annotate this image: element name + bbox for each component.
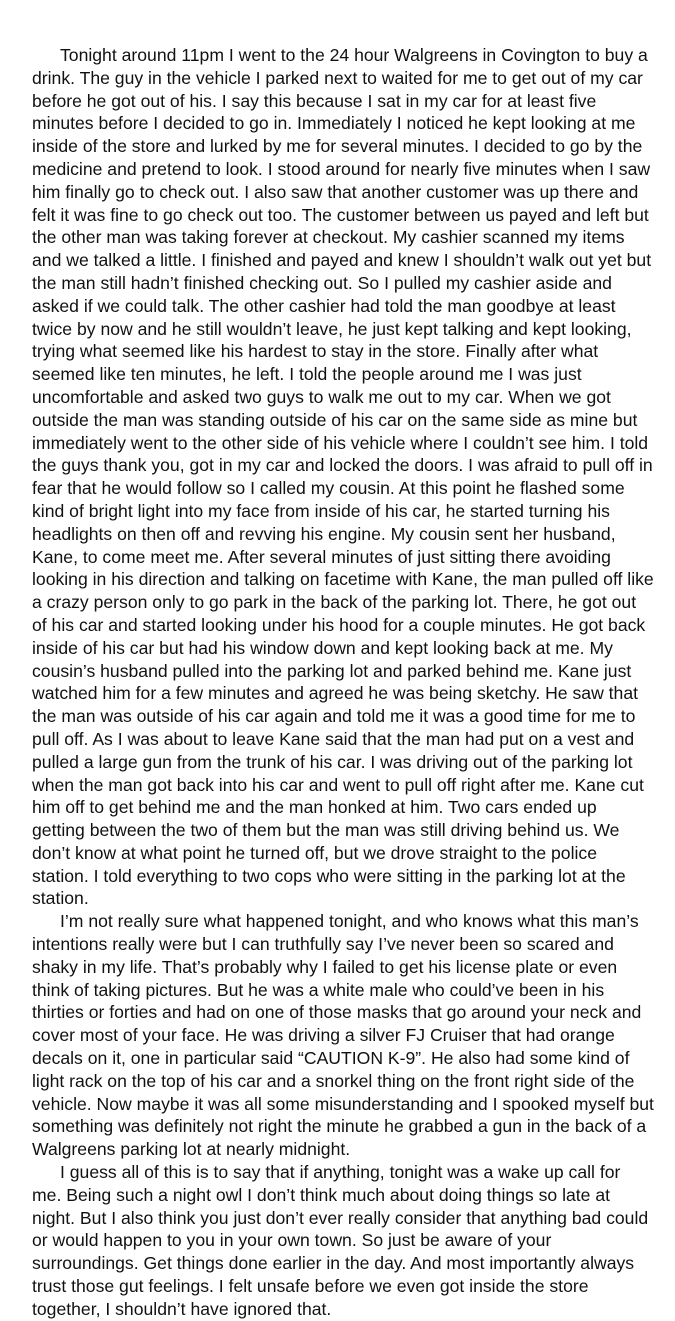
document-text [32, 44, 654, 1321]
paragraph-2: I’m not really sure what happened tonight, and who knows what this man’s intentions really were but I can truthfully say I’ve never been so scared and shaky in my life. That’s probably why I failed to get his license plate or even think of taking pictures. But he was a white male who could’ve been in his thirties or forties and had on one of those masks that go around your neck and cover most of your face. He was driving a silver FJ Cruiser that had orange decals on it, one in particular said “CAUTION K-9”. He also had some kind of light rack on the top of his car and a snorkel thing on the front right side of the vehicle. Now maybe it was all some misunderstanding and I spooked myself but something was definitely not right the minute he grabbed a gun in the back of a Walgreens parking lot at nearly midnight. [32, 911, 654, 1160]
paragraph-3: I guess all of this is to say that if anything, tonight was a wake up call for me. Being such a night owl I don’t think much about doing things so late at night. But I also think you just don’t ever really consider that anything bad could or would happen to you in your own town. So just be aware of your surroundings. Get things done earlier in the day. And most importantly always trust those gut feelings. I felt unsafe before we even got inside the store together, I shouldn’t have ignored that. [32, 1162, 649, 1319]
paragraph-1: Tonight around 11pm I went to the 24 hour Walgreens in Covington to buy a drink. The guy in the vehicle I parked next to waited for me to get out of my car before he got out of his. I say this because I sat in my car for at least five minutes before I decided to go in. Immediately I noticed he kept looking at me inside of the store and lurked by me for several minutes. I decided to go by the medicine and pretend to look. I stood around for nearly five minutes when I saw him finally go to check out. I also saw that another customer was up there and felt it was fine to go check out too. The customer between us payed and left but the other man was taking forever at checkout. My cashier scanned my items and we talked a little. I finished and payed and knew I shouldn’t walk out yet but the man still hadn’t finished checking out. So I pulled my cashier aside and asked if we could talk. The other cashier had told the man goodbye at least twice by now and he still wouldn’t leave, he just kept talking and kept looking, trying what seemed like his hardest to stay in the store. Finally after what seemed like ten minutes, he left. I told the people around me I was just uncomfortable and asked two guys to walk me out to my car. When we got outside the man was standing outside of his car on the same side as mine but immediately went to the other side of his vehicle where I couldn’t see him. I told the guys thank you, got in my car and locked the doors. I was afraid to pull off in fear that he would follow so I called my cousin. At this point he flashed some kind of bright light into my face from inside of his car, he started turning his headlights on then off and revving his engine. My cousin sent her husband, Kane, to come meet me. After several minutes of just sitting there avoiding looking in his direction and talking on facetime with Kane, the man pulled off like a crazy person only to go park in the back of the parking lot. There, he got out of his car and started looking under his hood for a couple minutes. He got back inside of his car but had his window down and kept looking back at me. My cousin’s husband pulled into the parking lot and parked behind me. Kane just watched him for a few minutes and agreed he was being sketchy. He saw that the man was outside of his car again and told me it was a good time for me to pull off. As I was about to leave Kane said that the man had put on a vest and pulled a large gun from the trunk of his car. I was driving out of the parking lot when the man got back into his car and went to pull off right after me. Kane cut him off to get behind me and the man honked at him. Two cars ended up getting between the two of them but the man was still driving behind us. We don’t know at what point he turned off, but we drove straight to the police station. I told everything to two cops who were sitting in the parking lot at the station. [32, 45, 654, 909]
